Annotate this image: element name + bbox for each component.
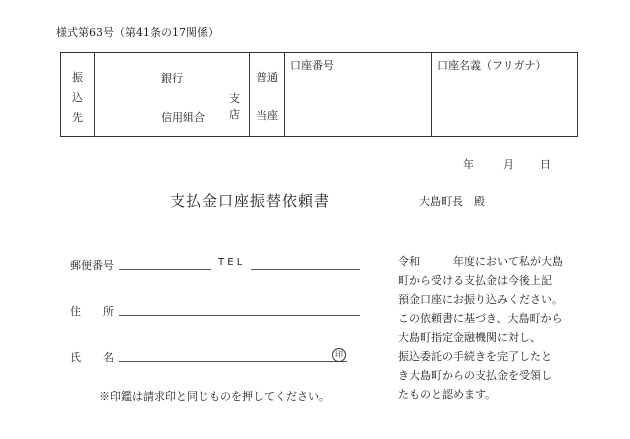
date-month-label: 月 xyxy=(503,158,514,171)
postal-code-label: 郵便番号 xyxy=(70,259,114,272)
account-name-cell[interactable] xyxy=(432,53,578,137)
transfer-destination-table xyxy=(60,52,578,137)
agreement-line: 預金口座にお振り込みください。 xyxy=(398,293,563,306)
bank-name-cell[interactable] xyxy=(95,53,250,137)
agreement-line: 町から受ける支払金は今後上記 xyxy=(398,274,552,287)
form-number: 様式第63号（第41条の17関係） xyxy=(56,26,219,39)
account-number-cell[interactable] xyxy=(285,53,432,137)
agreement-statement xyxy=(398,252,578,404)
branch-label: 支店 xyxy=(229,92,240,121)
agreement-line: 振込委託の手続きを完了したと xyxy=(398,350,552,363)
tel-label: T E L xyxy=(218,257,243,268)
agreement-line: たものと認めます。 xyxy=(398,388,497,401)
seal-mark: 印 xyxy=(332,348,346,362)
account-type-current[interactable]: 当座 xyxy=(256,109,278,122)
date-year-label: 年 xyxy=(463,158,474,171)
agreement-line: この依頼書に基づき、大島町から xyxy=(398,312,563,325)
address-label: 住 所 xyxy=(70,305,114,318)
transfer-label-char: 先 xyxy=(72,111,83,124)
addressee: 大島町長 殿 xyxy=(419,195,485,208)
postal-code-field[interactable] xyxy=(119,269,211,270)
address-field[interactable] xyxy=(119,315,360,316)
transfer-destination-label xyxy=(61,53,95,137)
account-type-cell[interactable] xyxy=(250,53,285,137)
account-number-label: 口座番号 xyxy=(290,59,334,72)
document-title: 支払金口座振替依頼書 xyxy=(170,192,331,210)
agreement-line: 令和 年度において私が大島 xyxy=(398,255,563,268)
name-label: 氏 名 xyxy=(70,351,114,364)
agreement-line: き大島町からの支払金を受領し xyxy=(398,369,552,382)
bank-label: 銀行 xyxy=(161,72,183,85)
tel-field[interactable] xyxy=(251,269,360,270)
date-day-label: 日 xyxy=(540,158,551,171)
account-type-ordinary[interactable]: 普通 xyxy=(256,71,278,84)
transfer-label-char: 込 xyxy=(72,91,83,104)
agreement-line: 大島町指定金融機関に対し、 xyxy=(398,331,541,344)
transfer-label-char: 振 xyxy=(72,71,83,84)
name-field[interactable] xyxy=(119,361,347,362)
seal-notice: ※印鑑は請求印と同じものを押してください。 xyxy=(99,390,330,403)
credit-union-label: 信用組合 xyxy=(161,111,205,124)
account-name-label: 口座名義（フリガナ） xyxy=(437,59,547,72)
